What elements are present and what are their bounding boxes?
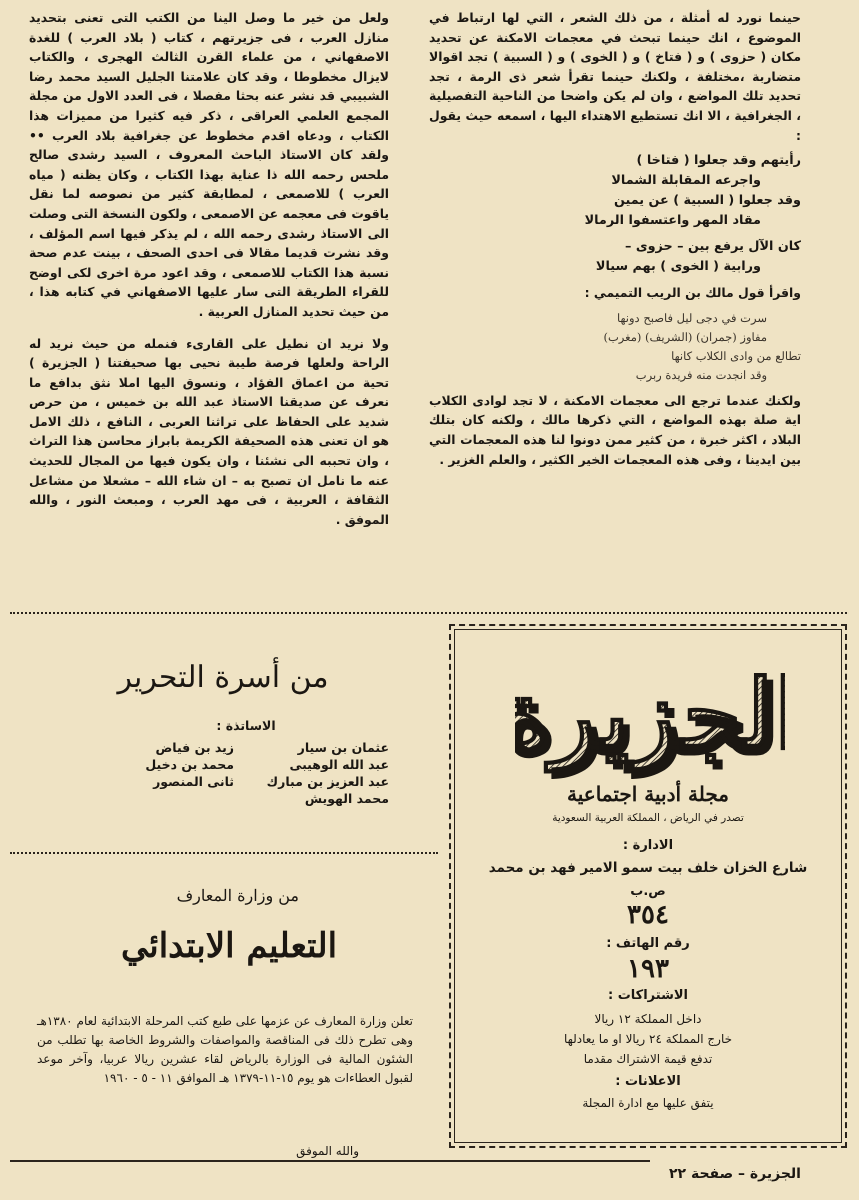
poem-line: مفاوز (جمران) (الشريف) (مغرب) [603,329,767,344]
phone-label: رقم الهاتف : [606,936,690,951]
subscriptions-label: الاشتراكات : [608,988,688,1003]
poem-line: مقاد المهر واعتسفوا الرمالا [584,213,761,229]
notice-source: من وزارة المعارف [176,886,299,905]
notice-closing: والله الموفق [296,1144,359,1158]
phone-number: ١٩٣ [627,954,669,984]
magazine-subtitle: مجلة أدبية اجتماعية [567,782,729,806]
section-divider [10,612,847,614]
pobox-number: ٣٥٤ [627,900,669,930]
ads-label: الاعلانات : [615,1074,681,1089]
logo-shadow: لجزيرة [515,664,781,777]
pobox-label: ص.ب [630,884,666,899]
section-divider [10,852,438,854]
admin-address: شارع الخزان خلف بيت سمو الامير فهد بن محمد [488,860,808,876]
poem-line: تطالع من وادى الكلاب كانها [671,348,801,363]
masthead-box [449,624,847,1148]
poem-line: ورابية ( الخوى ) بهم سيالا [595,259,761,275]
notice-body: تعلن وزارة المعارف عن عزمها على طبع كتب المرحلة الابتدائية لعام ١٣٨٠هـ وهى تطرح ذلك فى المناقصة والمواصفات والشروط الخاصة بها تطلب من الشئون المالية فى الوزارة بالرياض لقاء عشرين ريالا عربيا، وآخر موعد لقبول العطاءات هو يوم ١٥-١١-١٣٧٩ هـ الموافق ١١ - ٥ - ١٩٦٠ [37,1014,413,1085]
magazine-location: تصدر في الرياض ، المملكة العربية السعودية [552,812,744,824]
editorial-member: زيد بن فياض [155,740,234,755]
article-paragraph: ولكنك عندما ترجع الى معجمات الامكنة ، لا تجد لوادى الكلاب اية صلة بهذه المواضع ، التي ذكرها مالك ، ولكنه كان بتلك البلاد ، اكثر خبرة ، من كثير ممن دونوا لنا هذه المعجمات التي بين ايدينا ، وفى هذه المعجمات الخير الكثير ، والعلم الغزير . [429,392,801,467]
article-paragraph: ولعل من خير ما وصل الينا من الكتب التى تعنى بتحديد منازل العرب ، فى جزيرتهم ، كتاب ( بلاد العرب ) للغدة الاصفهاني ، من علماء القرن الثالث الهجرى ، والكتاب لايزال مخطوطا ، وقد كان علامتنا الجليل السيد محمد رضا الشبيبي قد نشر عنه بحثا مفصلا ، فى العدد الاول من مجلة المجمع العلمي العراقى ، ذكر فيه كثيرا من مميزات هذا الكتاب ، ودعاه اقدم مخطوط عن جغرافية بلاد العرب •• ولقد كان الاستاذ الباحث المعروف ، السيد رشدى صالح ملحس رحمه الله ذا عناية بهذا الكتاب ، وكان يظنه ( مياه العرب ) للاصمعى ، لمطابقة كثير من نصوصه لما نقل ياقوت فى معجمه عن الاصمعى ، ولكون النسخة التى وصلت الى الاستاذ رشدى رحمه الله ، لم يذكر فيها اسم المؤلف ، وقد نشرت قديما مقالا فى احدى الصحف ، بينت عدم صحة نسبة هذا الكتاب للاصمعى ، وقد اعود مرة اخرى لكى اوضح للقراء الطريقة التى سار عليها الاصفهاني في كتابه هذا ، من حيث تحديد المنازل العربية . [29,10,389,319]
poem-line: واجرعه المقابلة الشمالا [611,173,761,189]
editorial-members-list [89,740,389,806]
editorial-member: محمد الهويش [304,791,389,806]
editorial-members-label: الاساتذة : [216,718,276,733]
editorial-member: عثمان بن سيار [297,740,389,755]
logo-graphic [515,644,785,779]
ads-note: يتفق عليها مع ادارة المجلة [582,1096,714,1110]
article-paragraph: حينما نورد له أمثلة ، من ذلك الشعر ، التي لها ارتباط في الموضوع ، انك حينما تبحث في معجمات الامكنة عن تحديد مكان ( حزوى ) و ( فتاخ ) و ( الخوى ) و ( السبية ) تجد اقوالا متضاربة ،مختلفة ، ولكنك حينما تقرأ شعر ذى الرمة ، تجد تحديد تلك المواضع ، وان لم يكن واضحا من الناحية التفصيلية ، الجغرافية ، الا انك تستطيع الاهتداء اليها ، اسمعه حيث يقول : [429,10,801,143]
poem-dhu-alrumma-2 [429,237,801,277]
editorial-member: ثانى المنصور [153,774,234,789]
article-paragraph: ولا نريد ان نطيل على القارىء فنمله من حيث نريد له الراحة ولعلها فرصة طيبة نحيى بها صحيفتنا ( الجزيرة ) تحية من اعماق الفؤاد ، ونسوق اليها املا نثق بدافع ما نعرف عن صديقنا الاستاذ عبد الله بن خميس ، من حرص شديد على الحفاظ على تراثنا العربى ، النافع ، ذلك الامل هو ان تعنى هذه الصحيفة الكريمة بابراز محاسن هذا التراث ، وان تحببه الى نشئنا ، وان يكون فيها من المجال للحديث عنه ما نامل ان تصبح به – ان شاء الله – مشعلا من مشاعل الثقافة ، العربية ، فى مهد العرب ، ومبعث النور ، والله الموفق . [29,335,389,527]
notice-title: التعليم الابتدائي [120,926,338,966]
article-right-column [429,8,801,475]
logo-wordmark: لجزيرة [515,658,774,771]
editorial-member: عبد الله الوهيبى [289,757,389,772]
editorial-title: من أسرة التحرير [117,660,329,695]
poem-line: وقد انجدت منه فريدة ربرب [635,367,767,382]
page-footer: الجزيرة – صفحة ٢٢ [669,1166,801,1182]
editorial-member: محمد بن دخيل [145,757,234,772]
poem-line: سرت في دجى ليل فاصبح دونها [616,310,767,325]
article-paragraph: واقرأ قول مالك بن الريب التميمي : [584,285,801,301]
admin-label: الادارة : [622,838,674,853]
magazine-logo [515,644,785,779]
poem-malik-ibn-alrayb [429,309,801,385]
poem-line: وقد جعلوا ( السبية ) عن يمين [613,193,801,209]
article-left-column [29,8,389,535]
poem-dhu-alrumma-1 [429,151,801,231]
subscription-note: تدفع قيمة الاشتراك مقدما [583,1052,713,1066]
editorial-member: عبد العزيز بن مبارك [266,774,389,789]
poem-line: كان الآل يرفع بين – حزوى – [624,239,801,255]
subscription-abroad: خارج المملكة ٢٤ ريالا او ما يعادلها [563,1032,733,1046]
subscription-domestic: داخل المملكة ١٢ ريالا [594,1012,702,1026]
poem-line: رأيتهم وقد جعلوا ( فتاخا ) [636,153,801,169]
footer-rule [10,1160,650,1162]
